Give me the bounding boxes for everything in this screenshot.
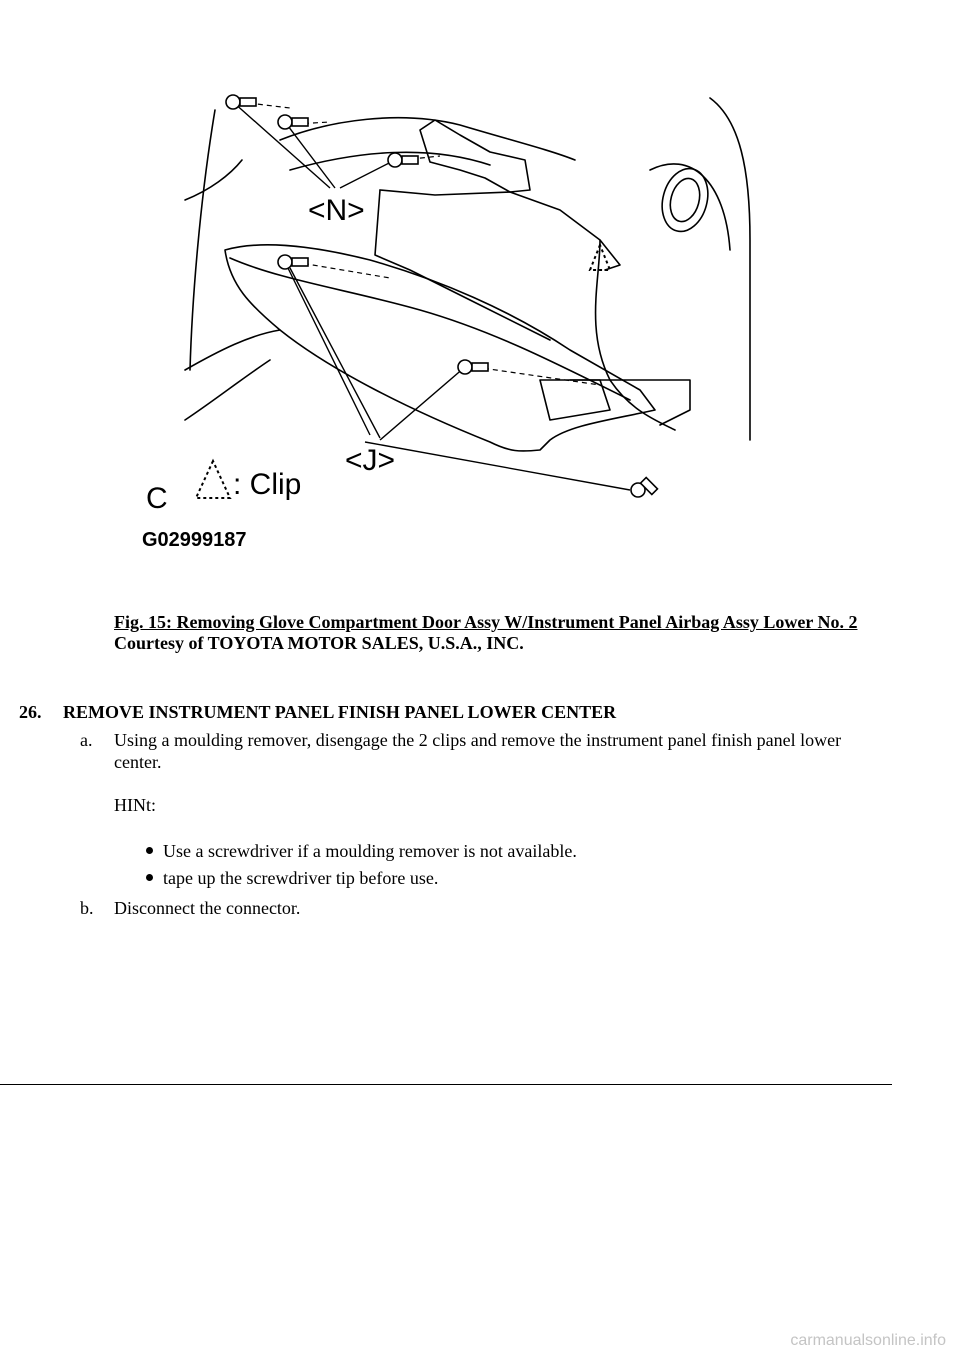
vent-inner [666, 175, 704, 225]
vent [655, 163, 714, 236]
legend-c: C [146, 482, 168, 515]
upper-opening [380, 190, 620, 270]
glove-door-latch [540, 380, 610, 420]
substep-b [80, 898, 300, 919]
screw-n-3 [388, 153, 418, 167]
door-edge-line [190, 110, 215, 370]
leader-n-1 [233, 102, 330, 188]
right-panel [710, 98, 750, 440]
clip-mark-legend [196, 461, 230, 498]
horizontal-rule [0, 1084, 892, 1085]
label-j: <J> [345, 444, 396, 477]
substep-a-text: Using a moulding remover, disengage the 2 clips and remove the instrument panel finish panel lower center. [114, 730, 842, 772]
hint-bullet [146, 868, 438, 889]
hint-bullet-text: Use a screwdriver if a moulding remover is not available. [163, 841, 577, 861]
leader-j-1 [285, 262, 370, 435]
figure-caption [114, 612, 884, 654]
substep-a-marker: a. [80, 730, 93, 750]
substep-a [80, 729, 860, 773]
bullet-dot-icon [146, 847, 153, 854]
substep-b-text: Disconnect the connector. [114, 898, 301, 918]
step-heading [19, 702, 616, 723]
bracket [420, 120, 530, 192]
leader-j-2 [290, 268, 380, 438]
glove-compartment-diagram [130, 80, 770, 550]
upper-opening-2 [375, 190, 550, 340]
screw-j-3 [631, 478, 657, 497]
leader-j-3 [380, 367, 465, 440]
screw-path-4 [295, 262, 390, 278]
leader-n-3 [340, 160, 395, 188]
legend-clip: : Clip [233, 468, 302, 501]
door-edge-line-2 [185, 160, 242, 200]
step-title: REMOVE INSTRUMENT PANEL FINISH PANEL LOWER CENTER [63, 702, 617, 722]
figure-code: G02999187 [142, 529, 247, 550]
screw-n-1 [226, 95, 256, 109]
label-n: <N> [308, 194, 365, 227]
hint-bullet-text: tape up the screwdriver tip before use. [163, 868, 439, 888]
step-number: 26. [19, 702, 42, 722]
screw-j-2 [458, 360, 488, 374]
substep-b-marker: b. [80, 898, 94, 918]
caption-title[interactable]: Fig. 15: Removing Glove Compartment Door Assy W/Instrument Panel Airbag Assy Lower No. 2 [114, 612, 858, 632]
bullet-dot-icon [146, 874, 153, 881]
hint-label: HINt: [114, 795, 156, 815]
glove-door [225, 245, 655, 451]
watermark: carmanualsonline.info [790, 1332, 946, 1349]
caption-courtesy: Courtesy of TOYOTA MOTOR SALES, U.S.A., INC. [114, 633, 524, 653]
screw-n-2 [278, 115, 308, 129]
screw-j-1 [278, 255, 308, 269]
leader-j-4 [365, 442, 630, 490]
left-lower-line-2 [185, 360, 270, 420]
hint-bullet [146, 841, 577, 862]
left-lower-line [185, 330, 280, 370]
diagram-svg [130, 80, 770, 550]
